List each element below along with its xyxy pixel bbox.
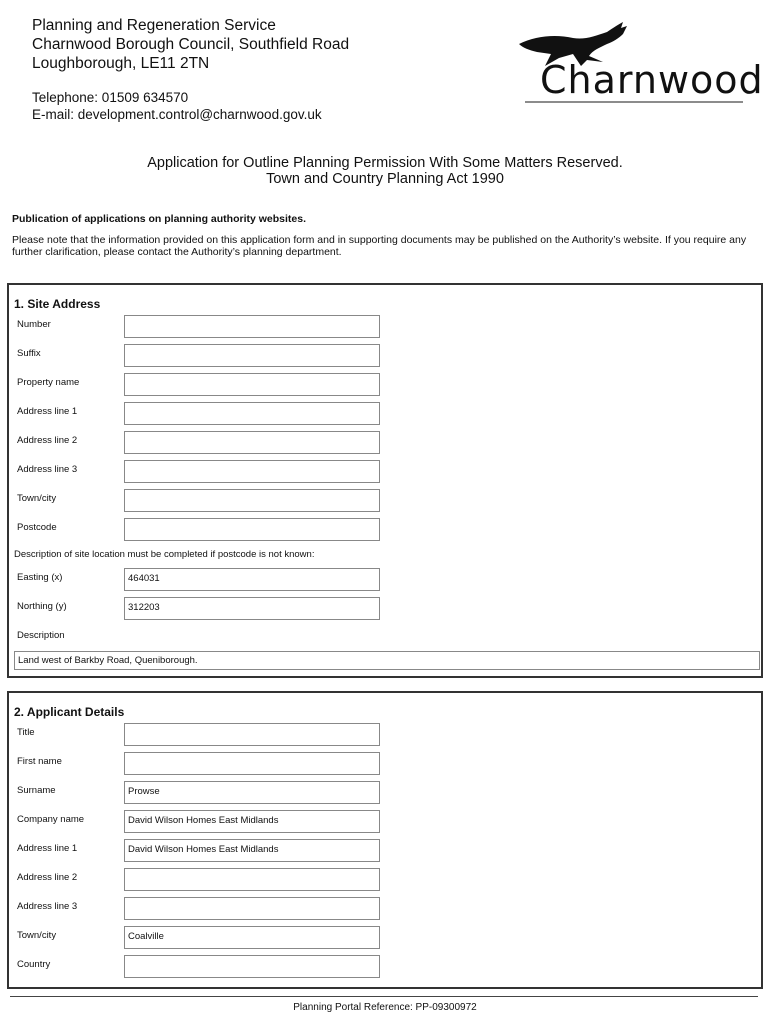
publication-heading: Publication of applications on planning authority websites. <box>12 213 307 225</box>
postcode-field[interactable] <box>124 518 380 541</box>
field-label: Address line 3 <box>17 901 78 912</box>
email: E-mail: development.control@charnwood.gov.uk <box>32 107 322 122</box>
field-label: Number <box>17 319 51 330</box>
field-label: Company name <box>17 814 85 825</box>
title-field[interactable] <box>124 723 380 746</box>
field-label: Address line 1 <box>17 843 78 854</box>
town-city-field[interactable] <box>124 489 380 512</box>
address-line: Charnwood Borough Council, Southfield Road <box>32 36 350 53</box>
easting-field[interactable]: 464031 <box>124 568 380 591</box>
field-label: Title <box>17 727 35 738</box>
address-line: Planning and Regeneration Service <box>32 17 276 34</box>
publication-text: Please note that the information provided on this application form and in supporting documents may be published on the Authority’s website. If you require any further clarification, please contact the Authority’s planning department. <box>12 234 747 258</box>
field-label: Address line 2 <box>17 872 78 883</box>
field-label: Property name <box>17 377 80 388</box>
field-label: Description <box>17 630 65 641</box>
property-name-field[interactable] <box>124 373 380 396</box>
field-label: Address line 1 <box>17 406 78 417</box>
field-label: Country <box>17 959 51 970</box>
charnwood-logo-text: Charnwood <box>540 58 764 102</box>
first-name-field[interactable] <box>124 752 380 775</box>
address-line-3-field[interactable] <box>124 897 380 920</box>
town-city-field[interactable]: Coalville <box>124 926 380 949</box>
address-line-1-field[interactable] <box>124 402 380 425</box>
field-label: Surname <box>17 785 56 796</box>
description-field[interactable]: Land west of Barkby Road, Queniborough. <box>14 651 760 670</box>
address-line: Loughborough, LE11 2TN <box>32 55 210 72</box>
title-line: Town and Country Planning Act 1990 <box>266 171 504 187</box>
council-address <box>32 16 349 73</box>
number-field[interactable] <box>124 315 380 338</box>
field-label: Town/city <box>17 493 57 504</box>
form-title <box>0 155 770 187</box>
applicant-details-section <box>7 691 763 989</box>
field-label: First name <box>17 756 62 767</box>
footer-divider <box>10 996 758 997</box>
address-line-2-field[interactable] <box>124 868 380 891</box>
address-line-1-field[interactable]: David Wilson Homes East Midlands <box>124 839 380 862</box>
section-heading: 1. Site Address <box>14 297 101 311</box>
country-field[interactable] <box>124 955 380 978</box>
field-label: Address line 2 <box>17 435 78 446</box>
title-line: Application for Outline Planning Permission With Some Matters Reserved. <box>147 155 623 171</box>
field-label: Town/city <box>17 930 57 941</box>
suffix-field[interactable] <box>124 344 380 367</box>
address-line-3-field[interactable] <box>124 460 380 483</box>
field-label: Northing (y) <box>17 601 67 612</box>
company-name-field[interactable]: David Wilson Homes East Midlands <box>124 810 380 833</box>
telephone: Telephone: 01509 634570 <box>32 90 189 105</box>
section-heading: 2. Applicant Details <box>14 705 125 719</box>
field-label: Address line 3 <box>17 464 78 475</box>
field-label: Suffix <box>17 348 41 359</box>
field-label: Easting (x) <box>17 572 63 583</box>
northing-field[interactable]: 312203 <box>124 597 380 620</box>
address-line-2-field[interactable] <box>124 431 380 454</box>
portal-reference: Planning Portal Reference: PP-09300972 <box>293 1002 477 1013</box>
surname-field[interactable]: Prowse <box>124 781 380 804</box>
site-address-section <box>7 283 763 678</box>
field-label: Postcode <box>17 522 57 533</box>
location-note: Description of site location must be completed if postcode is not known: <box>14 549 315 560</box>
contact-details <box>32 89 322 123</box>
